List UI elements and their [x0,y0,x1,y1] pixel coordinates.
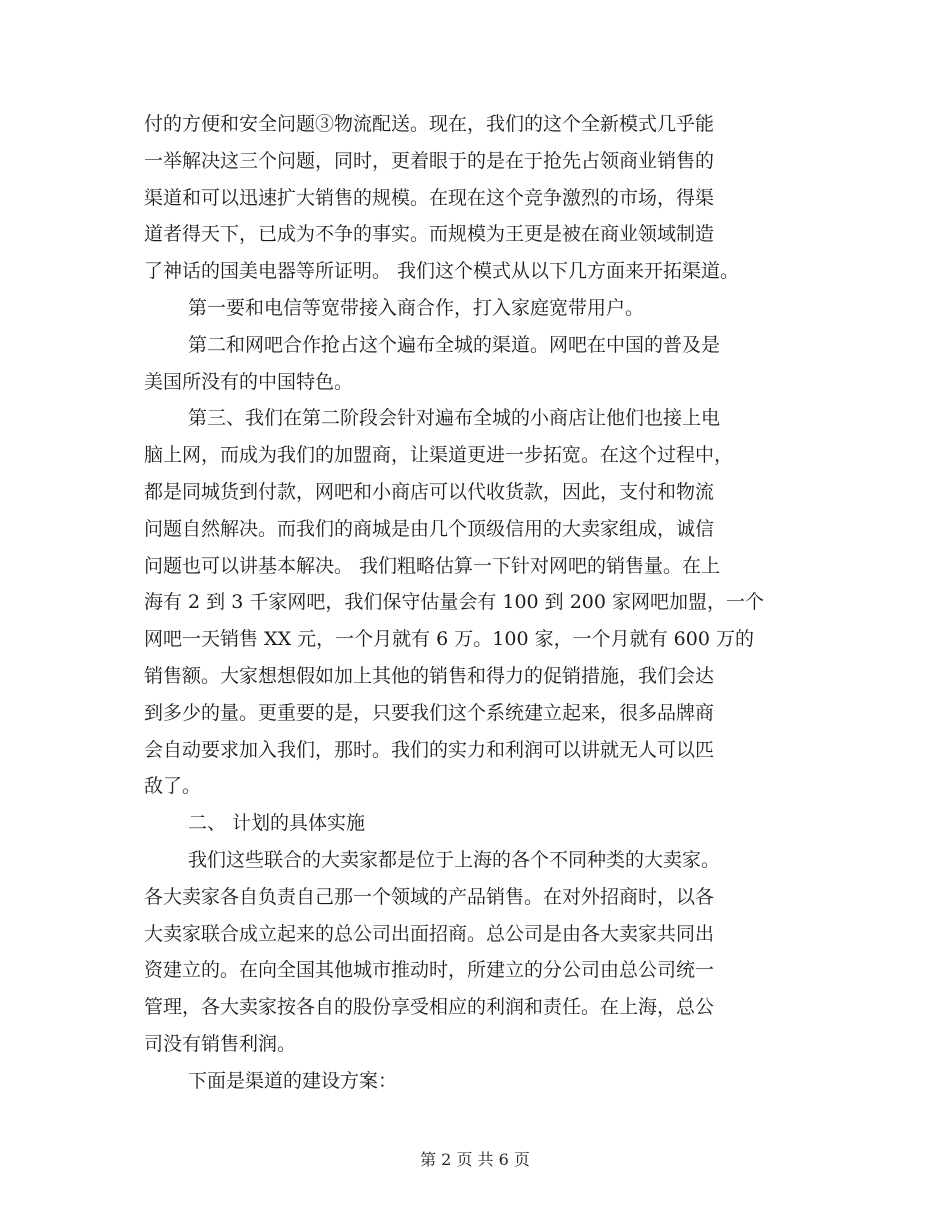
text-line: 一举解决这三个问题，同时，更着眼于的是在于抢先占领商业销售的 [144,149,715,172]
paragraph-first-line: 我们这些联合的大卖家都是位于上海的各个不同种类的大卖家。 [188,848,721,871]
text-line: 资建立的。在向全国其他城市推动时，所建立的分公司由总公司统一 [144,959,715,982]
text-line: 各大卖家各自负责自己那一个领域的产品销售。在对外招商时，以各 [144,885,715,908]
paragraph-first-line: 下面是渠道的建设方案： [188,1069,398,1092]
text-line: 司没有销售利润。 [144,1032,297,1055]
text-line: 网吧一天销售 XX 元，一个月就有 6 万。100 家，一个月就有 600 万的 [144,628,754,651]
text-line: 到多少的量。更重要的是，只要我们这个系统建立起来，很多品牌商 [144,701,715,724]
text-line: 问题也可以讲基本解决。 我们粗略估算一下针对网吧的销售量。在上 [144,554,721,577]
text-line: 管理，各大卖家按各自的股份享受相应的利润和责任。在上海，总公 [144,996,715,1019]
text-line: 大卖家联合成立起来的总公司出面招商。总公司是由各大卖家共同出 [144,922,715,945]
text-line: 脑上网，而成为我们的加盟商，让渠道更进一步拓宽。在这个过程中， [144,444,734,467]
paragraph-first-line: 第一要和电信等宽带接入商合作，打入家庭宽带用户。 [188,296,645,319]
text-line: 了神话的国美电器等所证明。 我们这个模式从以下几方面来开拓渠道。 [144,260,740,283]
text-line: 付的方便和安全问题③物流配送。现在，我们的这个全新模式几乎能 [144,113,715,135]
text-line: 都是同城货到付款，网吧和小商店可以代收货款，因此，支付和物流 [144,480,715,503]
text-line: 道者得天下，已成为不争的事实。而规模为王更是被在商业领域制造 [144,223,715,246]
text-line: 会自动要求加入我们，那时。我们的实力和利润可以讲就无人可以匹 [144,738,715,761]
paragraph-first-line: 第三、我们在第二阶段会针对遍布全城的小商店让他们也接上电 [188,407,721,430]
text-line: 美国所没有的中国特色。 [144,370,354,393]
paragraph-first-line: 第二和网吧合作抢占这个遍布全城的渠道。网吧在中国的普及是 [188,333,721,356]
text-line: 海有 2 到 3 千家网吧，我们保守估量会有 100 到 200 家网吧加盟，一个 [144,591,765,614]
text-line: 问题自然解决。而我们的商城是由几个顶级信用的大卖家组成，诚信 [144,517,715,540]
page-number-footer: 第 2 页 共 6 页 [420,1150,530,1169]
text-line: 渠道和可以迅速扩大销售的规模。在现在这个竞争激烈的市场，得渠 [144,186,715,209]
section-heading: 二、 计划的具体实施 [188,812,366,835]
text-line: 销售额。大家想想假如加上其他的销售和得力的促销措施，我们会达 [144,664,715,687]
document-body [144,106,816,1100]
text-line: 敌了。 [144,775,202,798]
